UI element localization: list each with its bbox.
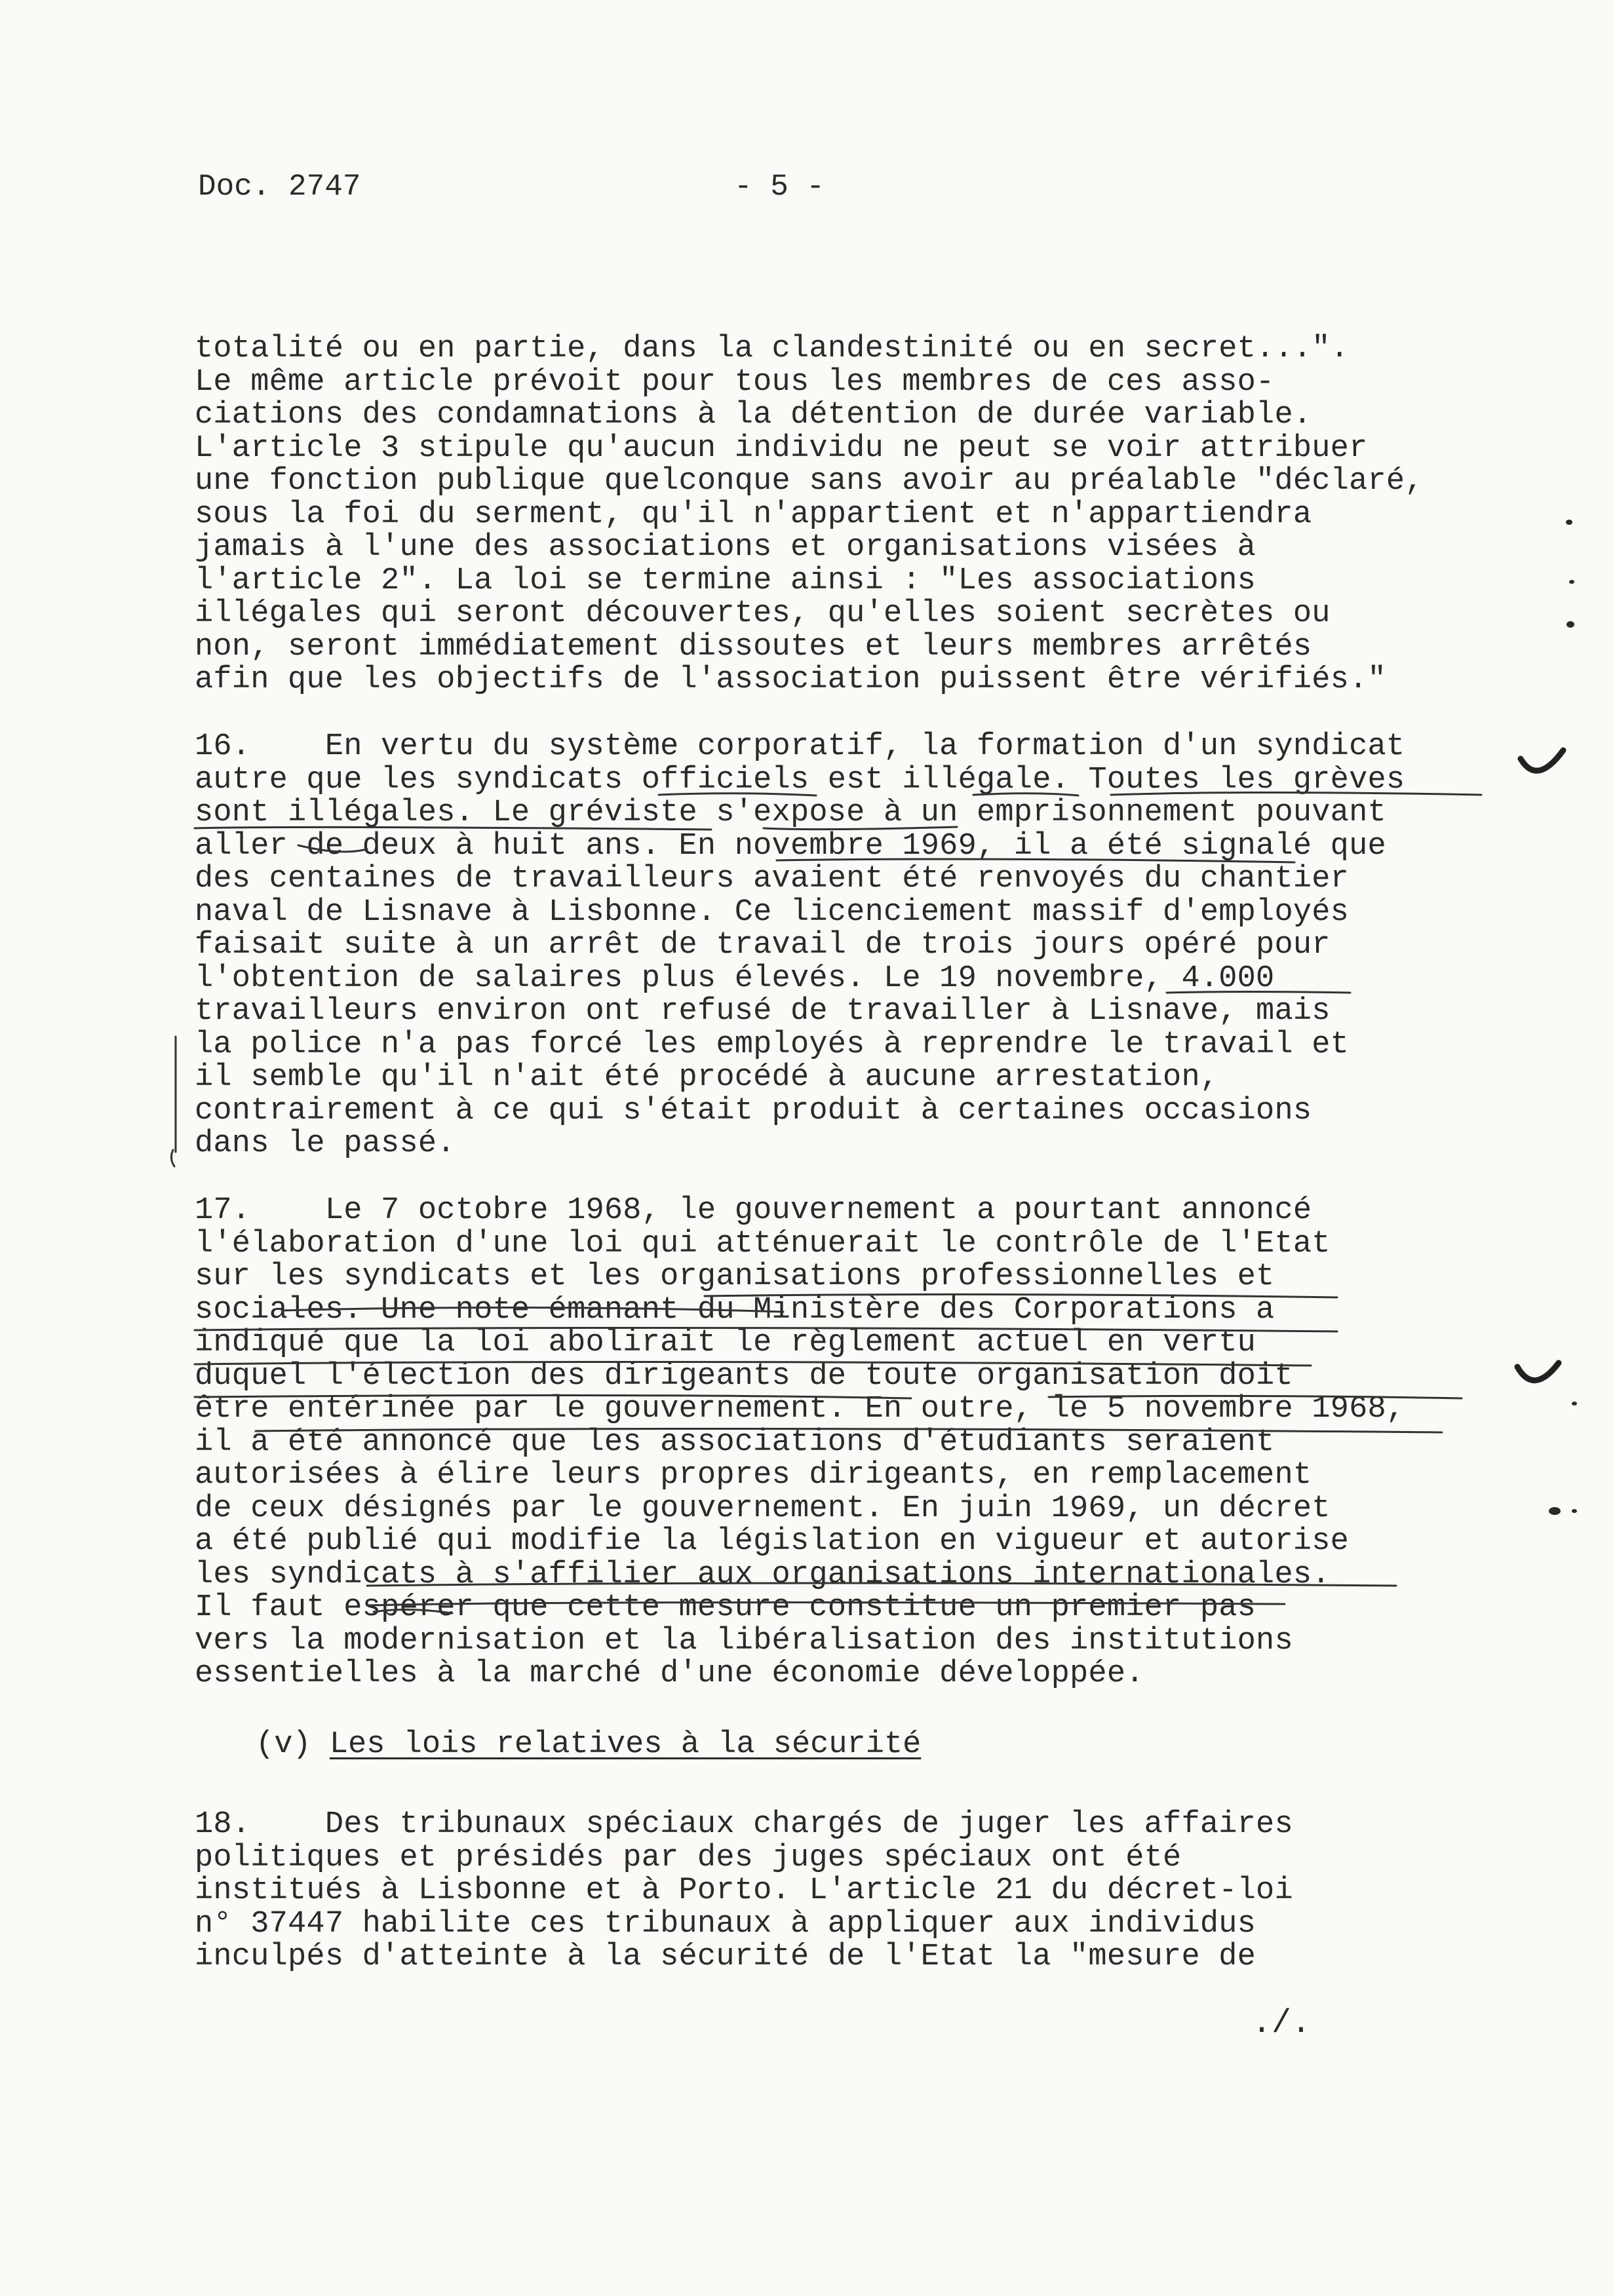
- body-block-continuation: [195, 333, 1519, 697]
- text-line: sont illégales. Le gréviste s'expose à un emprisonnement pouvant: [195, 795, 1386, 830]
- text-line: essentielles à la marché d'une économie développée.: [195, 1656, 1144, 1691]
- text-line: 18. Des tribunaux spéciaux chargés de juger les affaires: [195, 1807, 1293, 1842]
- text-line: faisait suite à un arrêt de travail de trois jours opéré pour: [195, 928, 1331, 963]
- text-line: naval de Lisnave à Lisbonne. Ce licenciement massif d'employés: [195, 894, 1350, 930]
- text-line: une fonction publique quelconque sans avoir au préalable "déclaré,: [195, 464, 1424, 499]
- margin-bar-mark: [171, 1150, 174, 1166]
- text-line: sous la foi du serment, qu'il n'appartient et n'appartiendra: [195, 497, 1312, 532]
- text-line: il semble qu'il n'ait été procédé à aucune arrestation,: [195, 1060, 1219, 1095]
- text-line: travailleurs environ ont refusé de travailler à Lisnave, mais: [195, 994, 1331, 1029]
- text-line: jamais à l'une des associations et organisations visées à: [195, 530, 1256, 565]
- text-line: des centaines de travailleurs avaient été renvoyés du chantier: [195, 862, 1350, 896]
- text-line: autorisées à élire leurs propres dirigeants, en remplacement: [195, 1458, 1312, 1493]
- scan-speck: [1549, 1507, 1561, 1515]
- section-heading-prefix: (v): [256, 1727, 330, 1762]
- text-line: autre que les syndicats officiels est illégale. Toutes les grèves: [195, 762, 1405, 797]
- text-line: contrairement à ce qui s'était produit à certaines occasions: [195, 1093, 1312, 1128]
- text-line: les syndicats à s'affilier aux organisations internationales.: [195, 1557, 1331, 1592]
- section-heading-title: Les lois relatives à la sécurité: [329, 1727, 922, 1762]
- text-line: il a été annoncé que les associations d'étudiants seraient: [195, 1425, 1275, 1460]
- text-line: ciations des condamnations à la détention de durée variable.: [195, 398, 1312, 432]
- text-line: être entérinée par le gouvernement. En outre, le 5 novembre 1968,: [195, 1392, 1405, 1426]
- scan-speck: [1572, 1402, 1577, 1406]
- scan-speck: [1566, 520, 1572, 525]
- text-line: afin que les objectifs de l'association puissent être vérifiés.": [195, 662, 1386, 697]
- text-line: L'article 3 stipule qu'aucun individu ne peut se voir attribuer: [195, 430, 1368, 466]
- text-line: n° 37447 habilite ces tribunaux à appliquer aux individus: [195, 1906, 1256, 1942]
- text-line: politiques et présidés par des juges spéciaux ont été: [195, 1840, 1182, 1875]
- scan-speck-arc: [1517, 1363, 1559, 1381]
- text-line: indiqué que la loi abolirait le règlement actuel en vertu: [195, 1326, 1256, 1360]
- continuation-mark: ./.: [1252, 2005, 1312, 2042]
- text-line: totalité ou en partie, dans la clandestinité ou en secret...".: [195, 332, 1350, 366]
- paragraph-17: [195, 1195, 1519, 1691]
- text-line: duquel l'élection des dirigeants de toute organisation doit: [195, 1358, 1293, 1394]
- text-line: institués à Lisbonne et à Porto. L'article 21 du décret-loi: [195, 1873, 1293, 1908]
- scan-speck: [1569, 580, 1574, 584]
- text-line: sur les syndicats et les organisations professionnelles et: [195, 1259, 1275, 1294]
- text-line: l'élaboration d'une loi qui atténuerait le contrôle de l'Etat: [195, 1226, 1331, 1261]
- text-line: l'article 2". La loi se termine ainsi : "Les associations: [195, 563, 1256, 598]
- text-line: a été publié qui modifie la législation en vigueur et autorise: [195, 1524, 1350, 1559]
- paragraph-18: [195, 1808, 1519, 1974]
- text-line: aller de deux à huit ans. En novembre 1969, il a été signalé que: [195, 828, 1386, 864]
- text-line: l'obtention de salaires plus élevés. Le 19 novembre, 4.000: [195, 961, 1275, 996]
- text-line: la police n'a pas forcé les employés à reprendre le travail et: [195, 1027, 1350, 1062]
- text-line: inculpés d'atteinte à la sécurité de l'Etat la "mesure de: [195, 1940, 1256, 1974]
- text-line: illégales qui seront découvertes, qu'elles soient secrètes ou: [195, 596, 1331, 631]
- text-line: dans le passé.: [195, 1126, 456, 1161]
- text-line: de ceux désignés par le gouvernement. En juin 1969, un décret: [195, 1491, 1331, 1526]
- text-line: Le même article prévoit pour tous les membres de ces asso-: [195, 364, 1275, 400]
- scan-speck-arc: [1521, 750, 1563, 771]
- page-number: - 5 -: [734, 170, 825, 204]
- text-line: non, seront immédiatement dissoutes et leurs membres arrêtés: [195, 629, 1312, 664]
- scan-speck: [1572, 1509, 1577, 1513]
- scan-speck: [1566, 621, 1574, 628]
- document-reference: Doc. 2747: [198, 170, 361, 204]
- section-heading: [256, 1729, 921, 1761]
- text-line: vers la modernisation et la libéralisation des institutions: [195, 1623, 1293, 1658]
- text-line: 16. En vertu du système corporatif, la formation d'un syndicat: [195, 729, 1405, 764]
- text-line: 17. Le 7 octobre 1968, le gouvernement a pourtant annoncé: [195, 1193, 1312, 1228]
- paragraph-16: [195, 731, 1519, 1161]
- text-line: sociales. Une note émanant du Ministère des Corporations a: [195, 1292, 1275, 1328]
- text-line: Il faut espérer que cette mesure constitue un premier pas: [195, 1590, 1256, 1625]
